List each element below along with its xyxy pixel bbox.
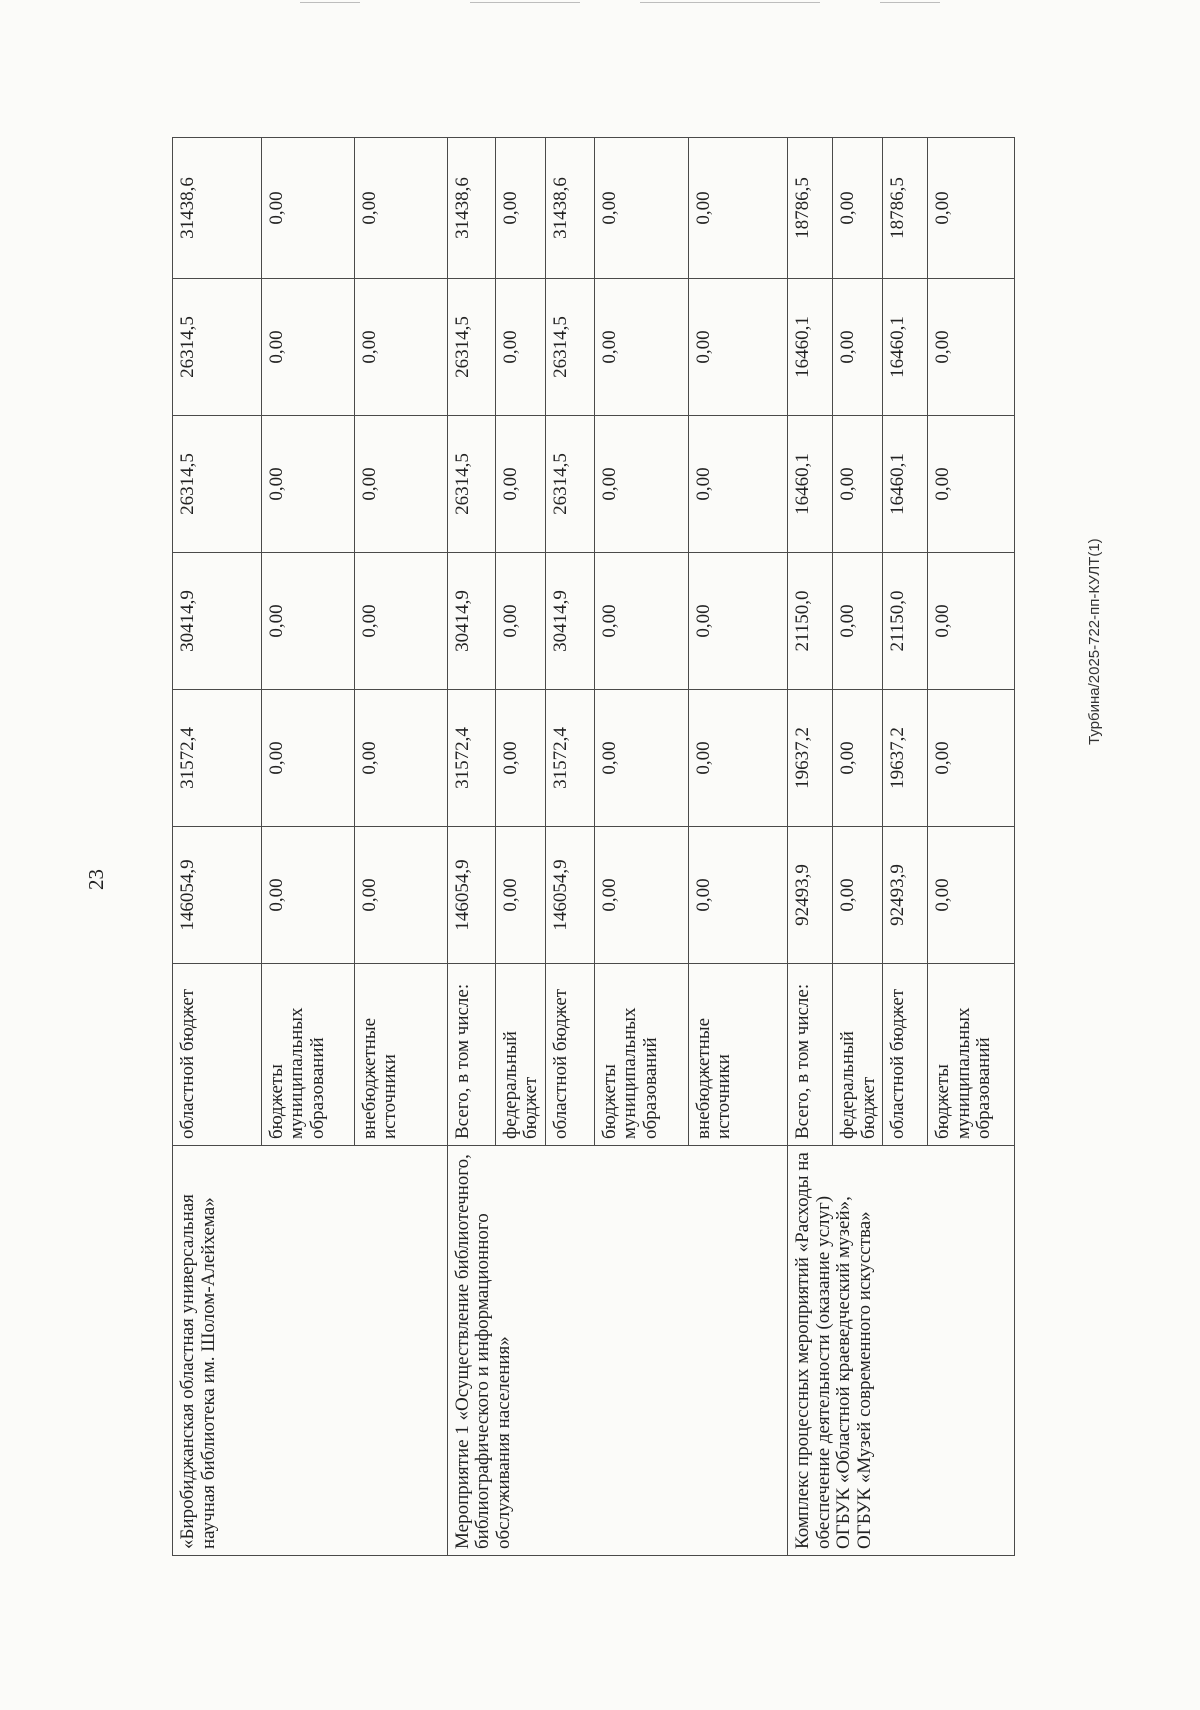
page-number: 23: [84, 869, 108, 890]
value-cell: 0,00: [354, 138, 447, 279]
value-cell: 0,00: [688, 827, 787, 964]
value-cell: 0,00: [261, 690, 354, 827]
activity-name-cell: Мероприятие 1 «Осуществление библиотечного, библиографического и информационного обслуживания населения»: [447, 1146, 787, 1556]
value-cell: 18786,5: [788, 138, 833, 279]
value-cell: 0,00: [928, 138, 1015, 279]
value-cell: 0,00: [594, 279, 688, 416]
document-code: Турбина/2025-722-пп-КУЛТ(1): [1086, 538, 1103, 745]
value-cell: 0,00: [833, 279, 883, 416]
value-cell: 0,00: [495, 416, 545, 553]
value-cell: 0,00: [261, 279, 354, 416]
scan-edge-line: [300, 2, 360, 3]
value-cell: 146054,9: [447, 827, 495, 964]
funding-source-cell: бюджеты муниципальных образований: [261, 964, 354, 1146]
value-cell: 0,00: [833, 827, 883, 964]
funding-source-cell: Всего, в том числе:: [788, 964, 833, 1146]
value-cell: 0,00: [928, 416, 1015, 553]
value-cell: 0,00: [261, 553, 354, 690]
value-cell: 0,00: [594, 553, 688, 690]
value-cell: 0,00: [833, 553, 883, 690]
value-cell: 92493,9: [883, 827, 928, 964]
funding-source-cell: бюджеты муниципальных образований: [594, 964, 688, 1146]
value-cell: 0,00: [354, 279, 447, 416]
value-cell: 16460,1: [788, 416, 833, 553]
value-cell: 0,00: [928, 827, 1015, 964]
value-cell: 31438,6: [545, 138, 594, 279]
value-cell: 18786,5: [883, 138, 928, 279]
value-cell: 146054,9: [545, 827, 594, 964]
value-cell: 0,00: [495, 827, 545, 964]
value-cell: 0,00: [495, 690, 545, 827]
value-cell: 16460,1: [883, 279, 928, 416]
value-cell: 0,00: [261, 138, 354, 279]
value-cell: 26314,5: [173, 279, 262, 416]
scan-edge-line: [640, 2, 820, 3]
value-cell: 0,00: [833, 690, 883, 827]
value-cell: 26314,5: [545, 416, 594, 553]
table-row: [173, 138, 262, 1556]
value-cell: 26314,5: [447, 279, 495, 416]
budget-table-rotated: [172, 138, 1015, 1556]
value-cell: 146054,9: [173, 827, 262, 964]
funding-source-cell: внебюджетные источники: [688, 964, 787, 1146]
funding-source-cell: бюджеты муниципальных образований: [928, 964, 1015, 1146]
value-cell: 0,00: [688, 279, 787, 416]
value-cell: 31438,6: [447, 138, 495, 279]
funding-source-cell: федеральный бюджет: [495, 964, 545, 1146]
scan-edge-line: [880, 2, 940, 3]
value-cell: 0,00: [495, 138, 545, 279]
value-cell: 0,00: [833, 138, 883, 279]
funding-source-cell: областной бюджет: [545, 964, 594, 1146]
value-cell: 31572,4: [447, 690, 495, 827]
funding-source-cell: областной бюджет: [173, 964, 262, 1146]
value-cell: 0,00: [688, 416, 787, 553]
value-cell: 0,00: [261, 827, 354, 964]
activity-name-cell: «Биробиджанская областная универсальная научная библиотека им. Шолом-Алейхема»: [173, 1146, 448, 1556]
value-cell: 0,00: [594, 138, 688, 279]
value-cell: 0,00: [354, 827, 447, 964]
value-cell: 0,00: [594, 416, 688, 553]
value-cell: 0,00: [495, 553, 545, 690]
value-cell: 30414,9: [545, 553, 594, 690]
value-cell: 26314,5: [545, 279, 594, 416]
value-cell: 31438,6: [173, 138, 262, 279]
value-cell: 0,00: [688, 138, 787, 279]
table-row: [788, 138, 833, 1556]
value-cell: 0,00: [833, 416, 883, 553]
value-cell: 21150,0: [788, 553, 833, 690]
value-cell: 26314,5: [447, 416, 495, 553]
value-cell: 0,00: [594, 827, 688, 964]
value-cell: 16460,1: [788, 279, 833, 416]
activity-name-cell: Комплекс процессных мероприятий «Расходы на обеспечение деятельности (оказание услуг) ОГБУК «Областной краеведческий музей», ОГБУК «Музей современного искусства»: [788, 1146, 1015, 1556]
value-cell: 0,00: [354, 690, 447, 827]
value-cell: 30414,9: [173, 553, 262, 690]
value-cell: 0,00: [354, 416, 447, 553]
value-cell: 19637,2: [788, 690, 833, 827]
funding-source-cell: внебюджетные источники: [354, 964, 447, 1146]
value-cell: 0,00: [688, 553, 787, 690]
value-cell: 0,00: [928, 553, 1015, 690]
table-row: [447, 138, 495, 1556]
value-cell: 21150,0: [883, 553, 928, 690]
value-cell: 26314,5: [173, 416, 262, 553]
funding-source-cell: федеральный бюджет: [833, 964, 883, 1146]
value-cell: 0,00: [928, 279, 1015, 416]
value-cell: 0,00: [354, 553, 447, 690]
value-cell: 16460,1: [883, 416, 928, 553]
value-cell: 0,00: [594, 690, 688, 827]
scan-edge-line: [470, 2, 580, 3]
value-cell: 31572,4: [173, 690, 262, 827]
value-cell: 0,00: [928, 690, 1015, 827]
value-cell: 0,00: [495, 279, 545, 416]
value-cell: 0,00: [261, 416, 354, 553]
value-cell: 92493,9: [788, 827, 833, 964]
budget-table: [172, 137, 1015, 1556]
funding-source-cell: областной бюджет: [883, 964, 928, 1146]
value-cell: 0,00: [688, 690, 787, 827]
value-cell: 19637,2: [883, 690, 928, 827]
value-cell: 31572,4: [545, 690, 594, 827]
value-cell: 30414,9: [447, 553, 495, 690]
funding-source-cell: Всего, в том числе:: [447, 964, 495, 1146]
